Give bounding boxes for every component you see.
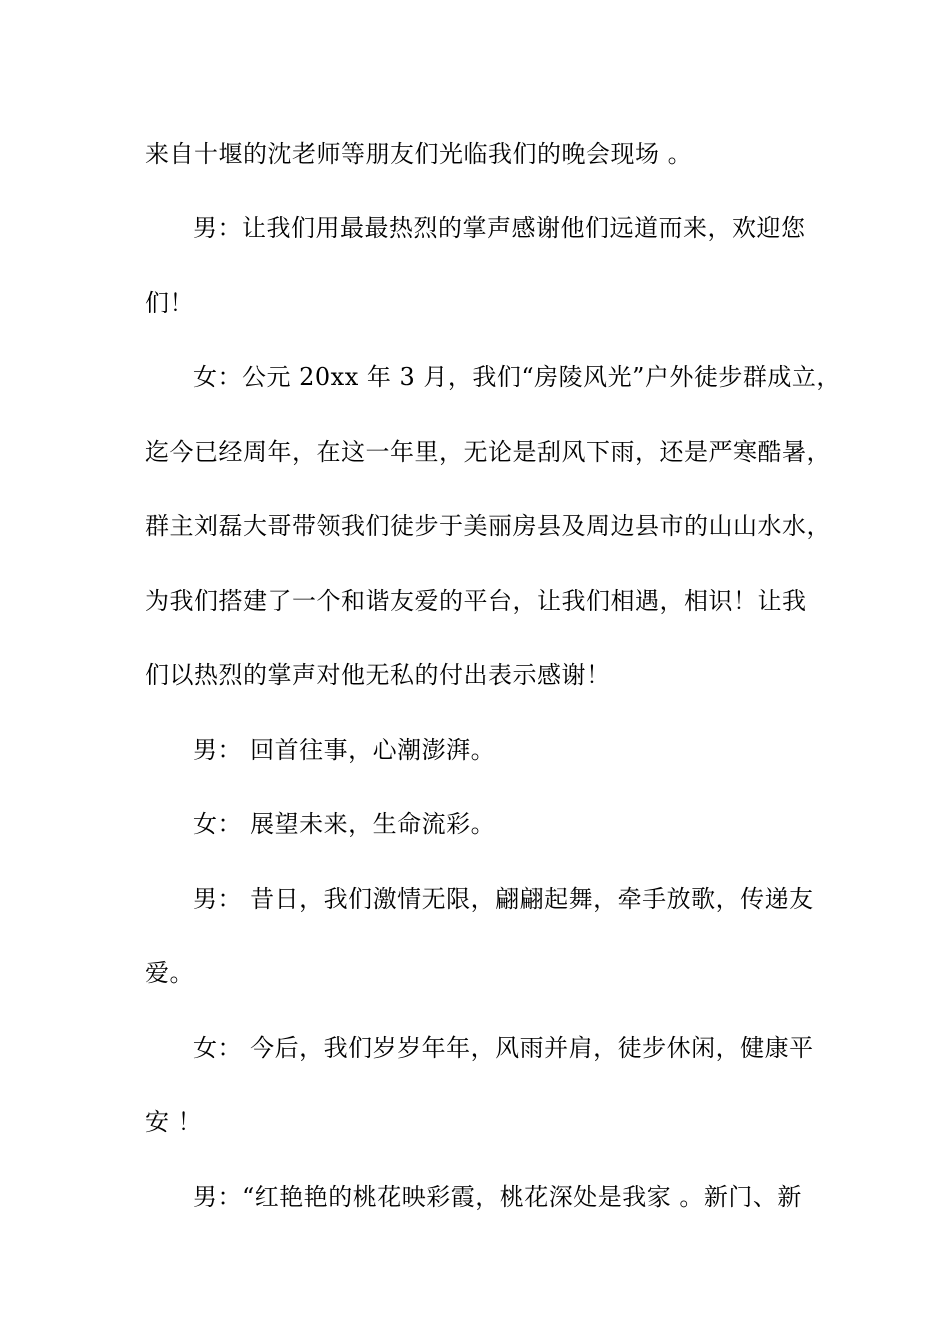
text-line: 男：“红艳艳的桃花映彩霞，桃花深处是我家 。新门、新 <box>193 1183 802 1211</box>
text-line: 女： 展望未来，生命流彩。 <box>193 810 496 838</box>
text-line: 迄今已经周年，在这一年里，无论是刮风下雨，还是严寒酷暑， <box>145 438 831 466</box>
text-line: 们！ <box>145 289 194 317</box>
text-line: 女：公元 20xx 年 3 月，我们“房陵风光”户外徒步群成立， <box>193 363 841 391</box>
text-line: 爱。 <box>145 959 194 987</box>
text-line: 安 ！ <box>145 1108 203 1136</box>
text-line: 女： 今后，我们岁岁年年，风雨并肩，徒步休闲，健康平 <box>193 1034 814 1062</box>
text-line: 来自十堰的沈老师等朋友们光临我们的晚会现场 。 <box>145 140 693 168</box>
text-line: 们以热烈的掌声对他无私的付出表示感谢！ <box>145 661 611 689</box>
text-line: 为我们搭建了一个和谐友爱的平台，让我们相遇，相识！让我 <box>145 587 807 615</box>
text-line: 群主刘磊大哥带领我们徒步于美丽房县及周边县市的山山水水， <box>145 512 831 540</box>
text-line: 男： 回首往事，心潮澎湃。 <box>193 736 496 764</box>
text-line: 男：让我们用最最热烈的掌声感谢他们远道而来，欢迎您 <box>193 214 806 242</box>
text-line: 男： 昔日，我们激情无限，翩翩起舞，牵手放歌，传递友 <box>193 885 814 913</box>
